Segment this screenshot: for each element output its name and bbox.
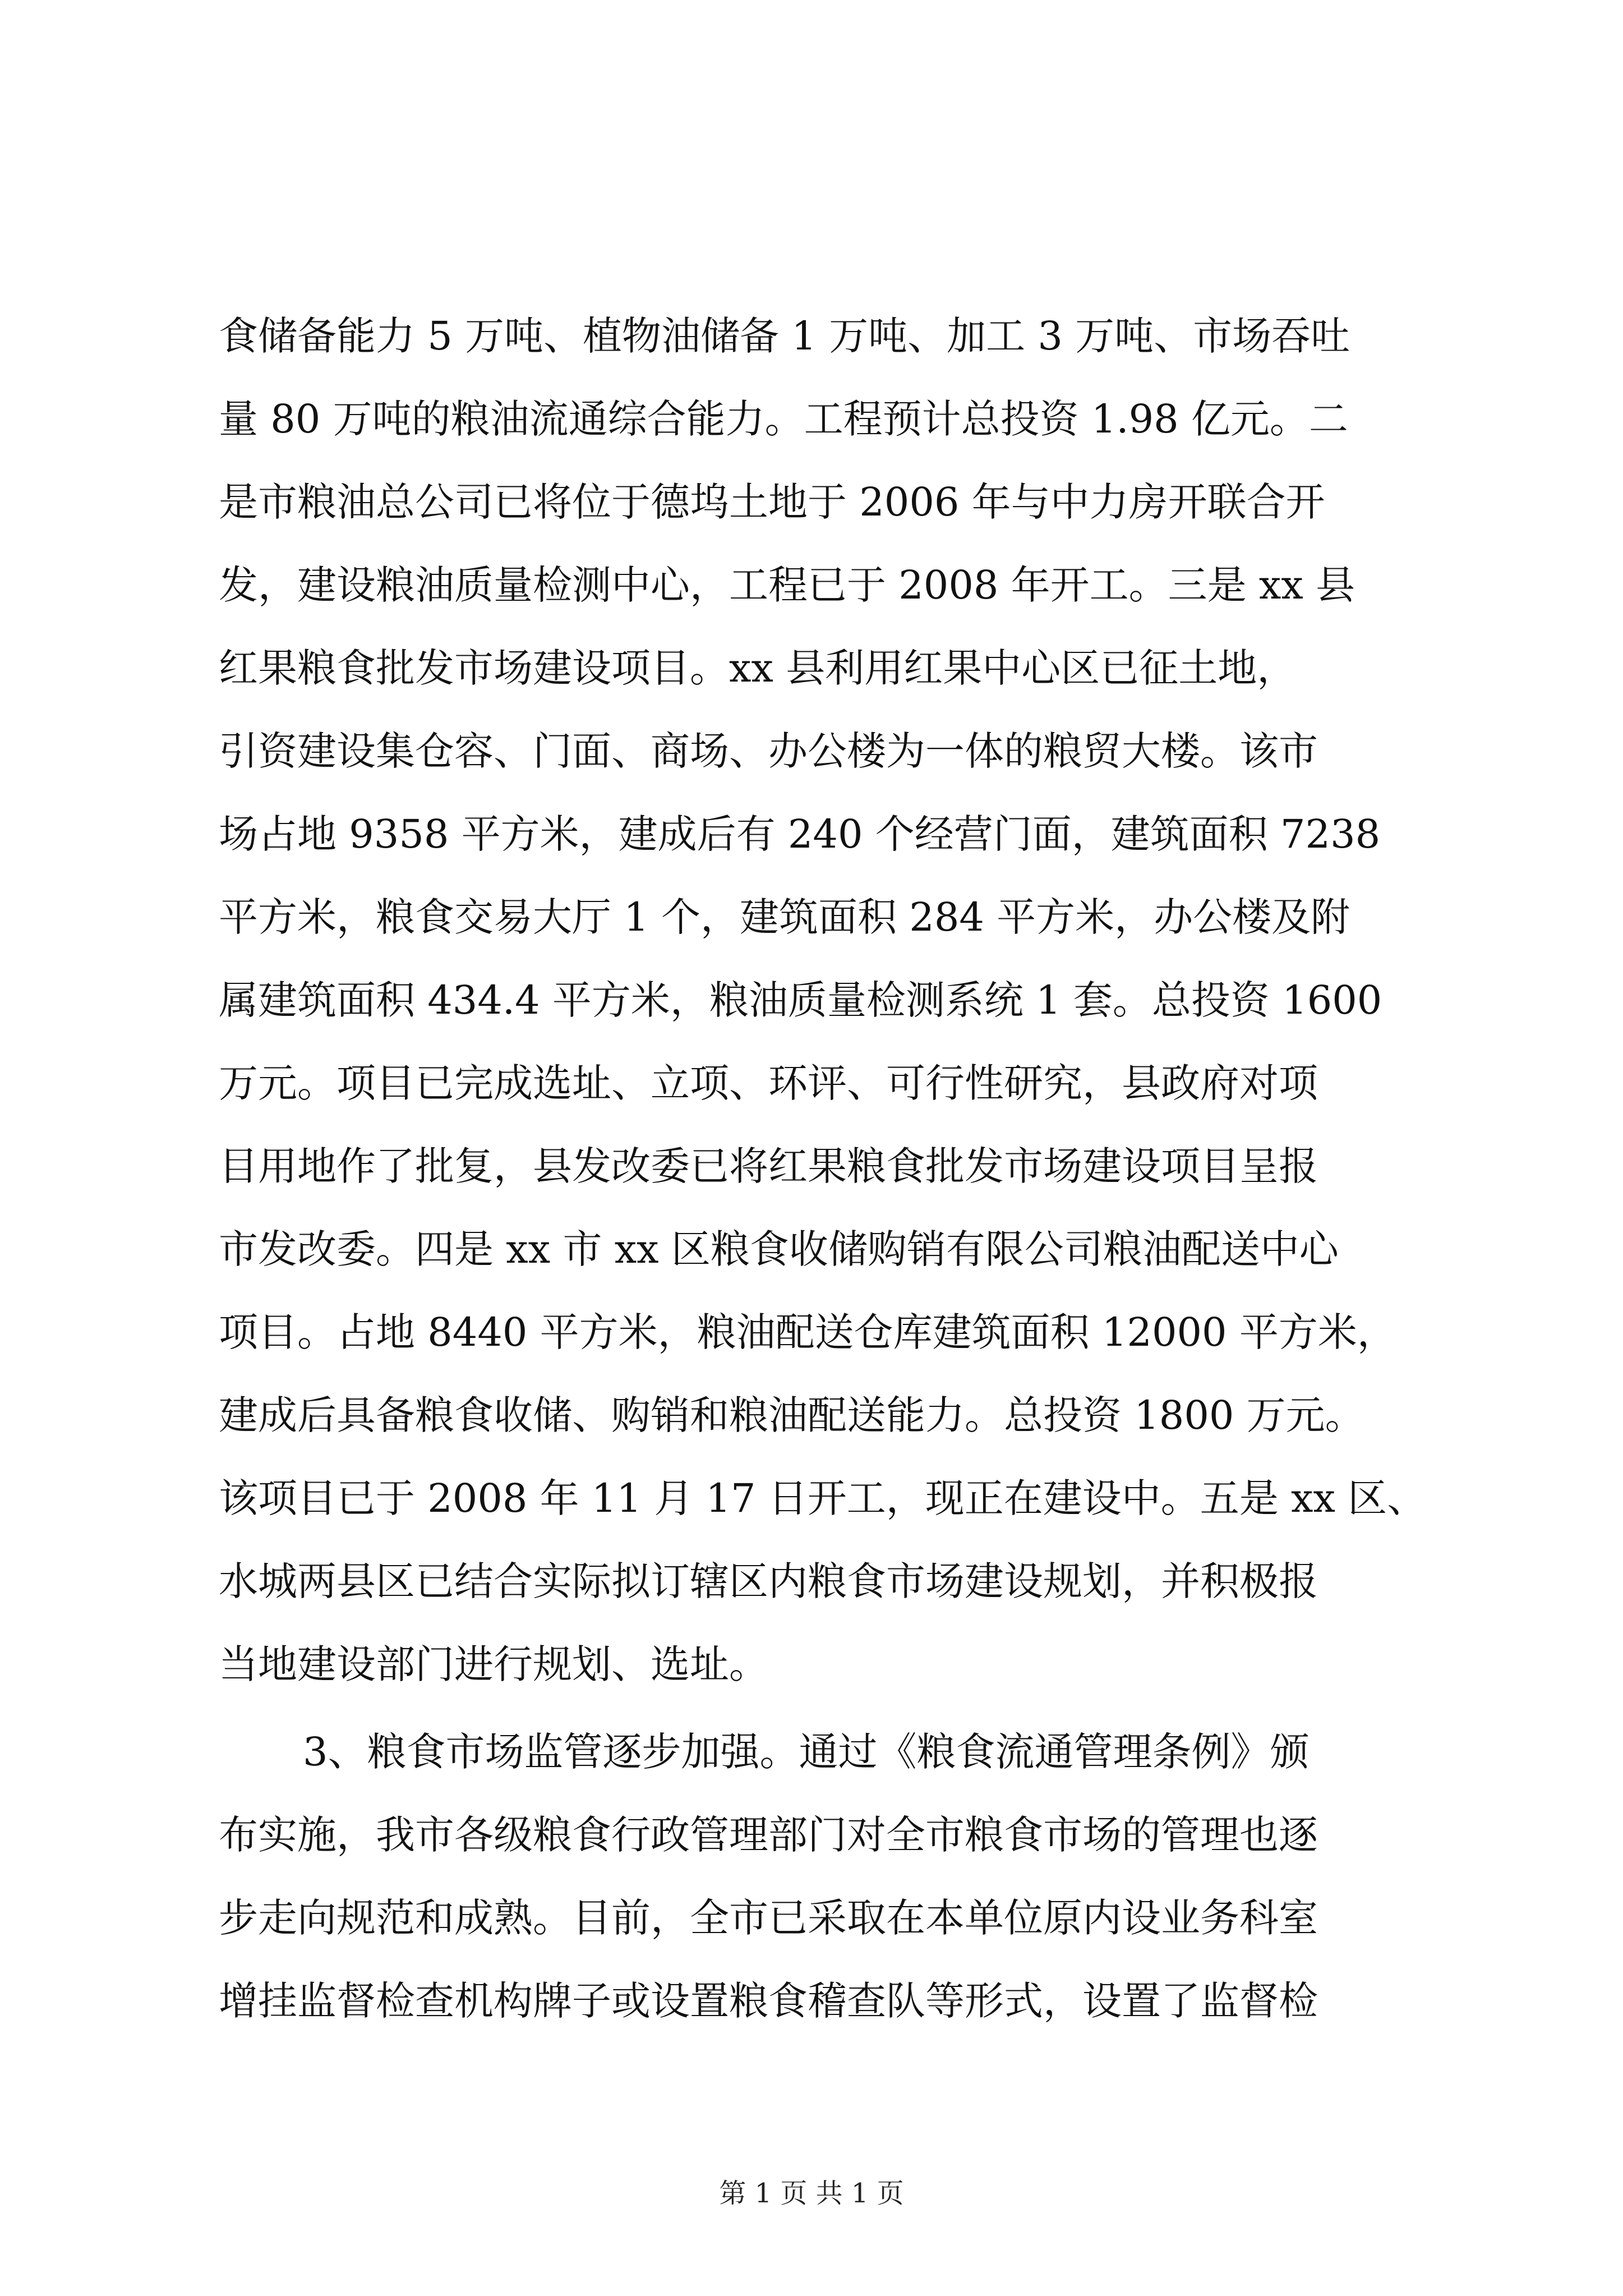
text-line: 发，建设粮油质量检测中心，工程已于 2008 年开工。三是 xx 县 — [219, 562, 1355, 608]
text-line: 项目。占地 8440 平方米，粮油配送仓库建筑面积 12000 平方米， — [219, 1309, 1396, 1355]
text-line: 引资建设集仓容、门面、商场、办公楼为一体的粮贸大楼。该市 — [219, 728, 1318, 774]
text-line: 是市粮油总公司已将位于德坞土地于 2006 年与中力房开联合开 — [219, 479, 1325, 525]
text-line: 建成后具备粮食收储、购销和粮油配送能力。总投资 1800 万元。 — [219, 1392, 1364, 1438]
text-line: 目用地作了批复，县发改委已将红果粮食批发市场建设项目呈报 — [219, 1143, 1318, 1189]
text-line: 布实施，我市各级粮食行政管理部门对全市粮食市场的管理也逐 — [219, 1812, 1318, 1858]
text-line: 食储备能力 5 万吨、植物油储备 1 万吨、加工 3 万吨、市场吞吐 — [219, 313, 1350, 359]
text-line: 万元。项目已完成选址、立项、环评、可行性研究，县政府对项 — [219, 1060, 1318, 1106]
text-line: 该项目已于 2008 年 11 月 17 日开工，现正在建设中。五是 xx 区、 — [219, 1475, 1427, 1521]
text-line: 当地建设部门进行规划、选址。 — [219, 1641, 768, 1687]
paragraph — [219, 295, 1427, 1706]
text-line: 红果粮食批发市场建设项目。xx 县利用红果中心区已征土地， — [219, 645, 1297, 691]
text-line: 市发改委。四是 xx 市 xx 区粮食收储购销有限公司粮油配送中心 — [219, 1226, 1339, 1272]
text-line: 水城两县区已结合实际拟订辖区内粮食市场建设规划，并积极报 — [219, 1558, 1318, 1604]
text-line: 平方米，粮食交易大厅 1 个，建筑面积 284 平方米，办公楼及附 — [219, 894, 1350, 940]
text-line: 属建筑面积 434.4 平方米，粮油质量检测系统 1 套。总投资 1600 — [219, 977, 1382, 1023]
paragraph-spacer — [219, 1706, 1419, 1710]
text-line: 增挂监督检查机构牌子或设置粮食稽查队等形式，设置了监督检 — [219, 1978, 1318, 2024]
text-line: 场占地 9358 平方米，建成后有 240 个经营门面，建筑面积 7238 — [219, 811, 1381, 857]
page-footer — [0, 2177, 1623, 2210]
text-line: 步走向规范和成熟。目前，全市已采取在本单位原内设业务科室 — [219, 1895, 1318, 1941]
page-number: 第 1 页 共 1 页 — [719, 2178, 904, 2209]
text-line: 3、粮食市场监管逐步加强。通过《粮食流通管理条例》颁 — [303, 1729, 1310, 1775]
paragraph — [219, 1710, 1419, 2042]
document-body — [219, 295, 1427, 2042]
text-line: 量 80 万吨的粮油流通综合能力。工程预计总投资 1.98 亿元。二 — [219, 396, 1348, 442]
